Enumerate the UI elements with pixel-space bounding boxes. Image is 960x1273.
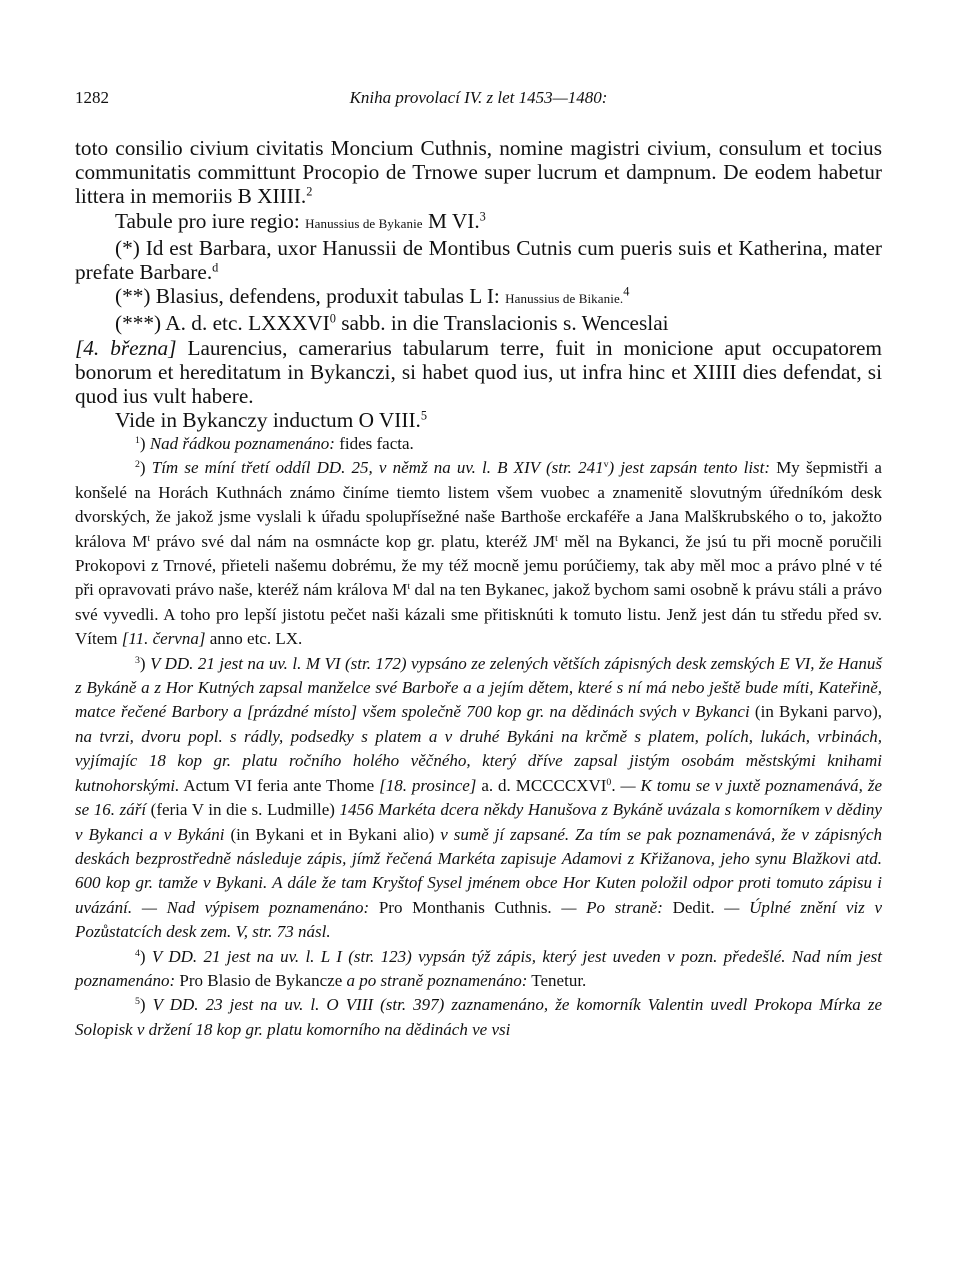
main-text [75, 136, 882, 432]
footnote: $^4$) V DD. 21 jest na uv. l. L I (str. 123) vypsán týž zápis, který jest uveden v pozn. předešlé. Nad ním jest poznamenáno: Pro Blasio de Bykancze a po straně poznamenáno: Tenetur. [75, 946, 882, 990]
page-header [75, 88, 882, 112]
footnote-ref: d [212, 260, 219, 275]
small-caps-text: Hanussius de Bykanie [305, 215, 423, 231]
paragraph: (***) A. d. etc. LXXXVI$^0$ sabb. in die Translacionis s. Wenceslai [115, 311, 669, 336]
footnote-ref: 5 [420, 408, 428, 423]
paragraph: Tabule pro iure regio: Hanussius de Bykanie M VI.$^3$ [115, 208, 486, 233]
footnote: $^5$) V DD. 23 jest na uv. l. O VIII (str. 397) zaznamenáno, že komorník Valentin uvedl Prokopa Mírka ze Solopisk v držení 18 kop gr. platu komorního na dědinách ve vsi [75, 995, 882, 1039]
footnote-mark: 3 [135, 654, 140, 666]
footnote: $^3$) V DD. 21 jest na uv. l. M VI (str. 172) vypsáno ze zelených větších zápisných desk zemských E VI, že Hanuš z Bykáně a z Hor Kutných zapsal manželce své Barboře a a jejím dětem, které s ní má nebo ještě bude míti, Kateřině, matce řečené Barbory a [prázdné místo] všem společně 700 kop gr. na dědinách svých v Bykanci (in Bykani parvo), na tvrzi, dvoru popl. s rádly, podsedky s platem a v druhé Bykáni na krčmě s platem, polích, lukách, vrbinách, vyjímajíc 18 kop gr. platu ročního holého věčného, který dříve zapsal jistým osobám městskými knihami kutnohorskými. Actum VI feria ante Thome [18. prosince] a. d. MCCCCXVI$^0$. — K tomu se v juxtě poznamenává, že se 16. září (feria V in die s. Ludmille) 1456 Markéta dcera někdy Hanušova z Bykáně uvázala s komorníkem v dědiny v Bykanci a v Bykáni (in Bykani et in Bykani alio) v sumě jí zapsané. Za tím se pak poznamenává, že v zápisných deskách bezprostředně následuje zápis, jímž řečená Markéta zapisuje Adamovi z Křižanova, jeho synu Blažkovi atd. 600 kop gr. tamže v Bykani. A dále že tam Kryštof Sysel jménem obce Hor Kuten položil odpor proti tomuto zápisu i uvázání. — Nad výpisem poznamenáno: Pro Monthanis Cuthnis. — Po straně: Dedit. — Úplné znění viz v Pozůstatcích desk zem. V, str. 73 násl. [75, 653, 883, 942]
footnote: $^2$) Tím se míní třetí oddíl DD. 25, v němž na uv. l. B XIV (str. 241$^v$) jest zapsán tento list: My šepmistři a konšelé na Horách Kuthnách známo činíme tiemto listem všem vuobec a znamenitě slovutným úředníkóm desk dvorských, že jakož jsme vyslali k úřadu spolupřísežné naše Barthoše erckaféře a Jana Malškrubského o to, jakožto králova $M^t$ právo své dal nám na osmnácte kop gr. platu, kteréž $JM^t$ měl na Bykanci, že jsú tu při mocně poručili Prokopovi z Trnové, přieteli našemu dobrému, že my též mocně jemu porúčiemy, tak aby měl moc a právo plné v té při opravovati právo naše, kteréž nám králova $M^t$ dal na ten Bykanec, jakož bychom sami osobně k právu stáli a právo své vyvedli. A toho pro lepší jistotu pečet naši kázali sme přitisknúti k tomuto listu. Jenž jest dán tu středu před sv. Vítem [11. června] anno etc. LX. [75, 458, 882, 649]
footnote-ref: 4 [623, 284, 630, 299]
footnote-mark: 5 [135, 996, 140, 1008]
footnote-mark: 2 [135, 459, 140, 471]
footnote-ref: 3 [479, 208, 486, 223]
footnote-mark: 4 [135, 947, 140, 959]
footnote: $^1$) Nad řádkou poznamenáno: fides facta. [135, 434, 414, 453]
small-caps-text: Hanussius de Bikanie. [505, 291, 624, 307]
paragraph: Vide in Bykanczy inductum O VIII.$^5$ [115, 408, 428, 433]
paragraph: (**) Blasius, defendens, produxit tabulas L I: Hanussius de Bikanie.$^4$ [115, 284, 630, 309]
footnote-ref: 2 [306, 184, 313, 199]
paragraph: (*) Id est Barbara, uxor Hanussii de Montibus Cutnis cum pueris suis et Katherina, mater prefate Barbare.$^d$ [75, 235, 882, 285]
footnotes [75, 432, 882, 1042]
footnote-mark: 1 [135, 434, 140, 446]
page-number: 1282 [75, 88, 109, 107]
running-title: Kniha provolací IV. z let 1453—1480: [349, 88, 608, 107]
paragraph: toto consilio civium civitatis Moncium Cuthnis, nomine magistri civium, consulum et tocius communitatis committunt Procopio de Trnowe super lucrum et dampnum. De eodem habetur littera in memoriis B XIIII.$^2$ [75, 136, 882, 209]
paragraph: [4. března] Laurencius, camerarius tabularum terre, fuit in monicione aput occupatorem bonorum et hereditatum in Bykanczi, si habet quod ius, ut infra hinc et XIIII dies defendat, si quod ius vult habere. [75, 335, 882, 409]
